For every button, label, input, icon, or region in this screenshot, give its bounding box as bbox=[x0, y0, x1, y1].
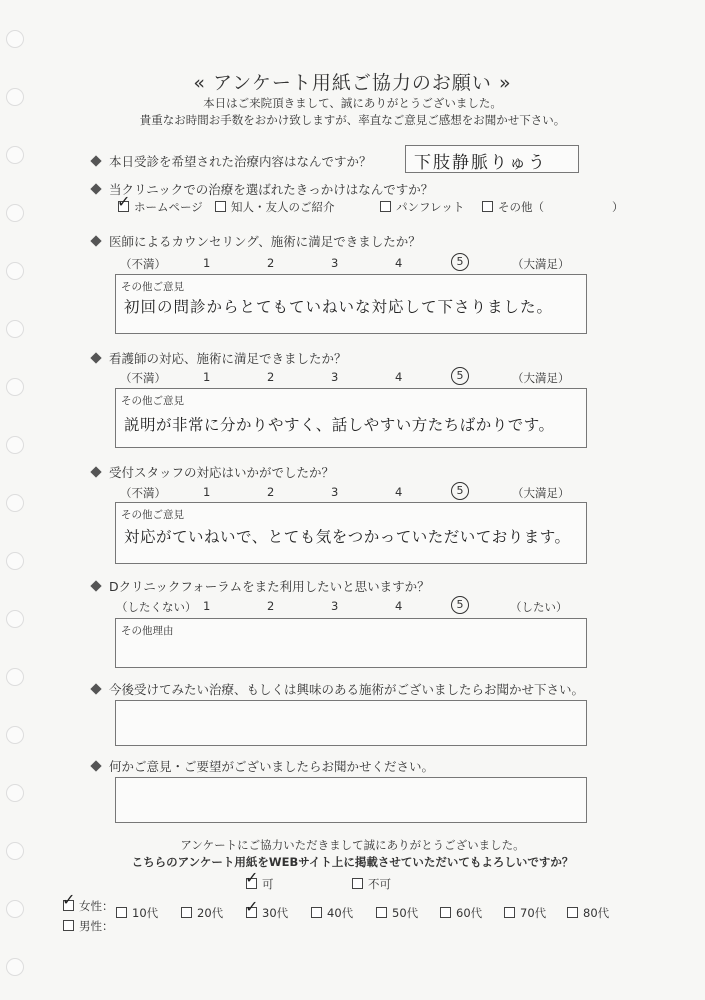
q4-scale-5-selected[interactable]: 5 bbox=[451, 367, 469, 385]
q5-scale-low: （不満） bbox=[120, 486, 166, 500]
q4-scale-low: （不満） bbox=[120, 371, 166, 385]
footer-thanks: アンケートにご協力いただきまして誠にありがとうございました。 bbox=[180, 838, 525, 852]
q8-answer-box[interactable] bbox=[115, 777, 587, 823]
age-80s-option[interactable]: 80代 bbox=[567, 905, 609, 921]
diamond-bullet-icon bbox=[90, 580, 101, 591]
checkmark-icon: ✓ bbox=[62, 890, 76, 909]
diamond-bullet-icon bbox=[90, 683, 101, 694]
gender-male-option[interactable]: 男性： bbox=[63, 918, 114, 934]
q5-scale-high: （大満足） bbox=[512, 486, 570, 500]
checkmark-icon: ✓ bbox=[245, 868, 259, 887]
question-6: Dクリニックフォーラムをまた利用したいと思いますか？ bbox=[92, 577, 430, 595]
q4-scale-4[interactable]: 4 bbox=[395, 370, 403, 384]
checkbox[interactable] bbox=[181, 907, 192, 918]
q4-scale-high: （大満足） bbox=[512, 371, 570, 385]
diamond-bullet-icon bbox=[90, 352, 101, 363]
checkmark-icon: ✓ bbox=[117, 192, 131, 211]
q6-scale-4[interactable]: 4 bbox=[395, 599, 403, 613]
age-60s-option[interactable]: 60代 bbox=[440, 905, 482, 921]
q3-scale-3[interactable]: 3 bbox=[331, 256, 339, 270]
q3-comment-label: その他ご意見 bbox=[121, 281, 184, 293]
age-10s-option[interactable]: 10代 bbox=[116, 905, 158, 921]
checkbox[interactable] bbox=[311, 907, 322, 918]
checkbox[interactable] bbox=[567, 907, 578, 918]
form-title: « アンケート用紙ご協力のお願い » bbox=[193, 72, 512, 94]
checkmark-icon: ✓ bbox=[245, 897, 259, 916]
q6-scale-high: （したい） bbox=[510, 600, 568, 614]
q3-scale-high: （大満足） bbox=[512, 257, 570, 271]
diamond-bullet-icon bbox=[90, 760, 101, 771]
q6-comment-label: その他理由 bbox=[121, 625, 174, 637]
q2-other-close-paren: ） bbox=[612, 200, 624, 214]
q4-scale-1[interactable]: 1 bbox=[203, 370, 211, 384]
diamond-bullet-icon bbox=[90, 183, 101, 194]
question-3: 医師によるカウンセリング、施術に満足できましたか？ bbox=[92, 232, 421, 250]
age-70s-option[interactable]: 70代 bbox=[504, 905, 546, 921]
intro-line-1: 本日はご来院頂きまして、誠にありがとうございました。 bbox=[203, 96, 502, 110]
q1-answer: 下肢静脈りゅう bbox=[414, 153, 547, 173]
q5-comment-label: その他ご意見 bbox=[121, 509, 184, 521]
q3-scale-low: （不満） bbox=[120, 257, 166, 271]
q6-scale-2[interactable]: 2 bbox=[267, 599, 275, 613]
question-2: 当クリニックでの治療を選ばれたきっかけはなんですか？ bbox=[92, 180, 433, 198]
question-7: 今後受けてみたい治療、もしくは興味のある施術がございましたらお聞かせ下さい。 bbox=[92, 680, 584, 698]
checkbox[interactable] bbox=[380, 201, 391, 212]
checkbox[interactable] bbox=[63, 920, 74, 931]
q3-scale-4[interactable]: 4 bbox=[395, 256, 403, 270]
q6-scale-1[interactable]: 1 bbox=[203, 599, 211, 613]
checkbox[interactable] bbox=[504, 907, 515, 918]
publish-no-option[interactable]: 不可 bbox=[352, 876, 391, 892]
intro-line-2: 貴重なお時間お手数をおかけ致しますが、率直なご意見ご感想をお聞かせ下さい。 bbox=[139, 113, 566, 127]
age-30s-option[interactable]: 30代 bbox=[246, 905, 288, 921]
q3-scale-5-selected[interactable]: 5 bbox=[451, 253, 469, 271]
question-1: 本日受診を希望された治療内容はなんですか？ bbox=[92, 152, 372, 170]
q1-answer-box[interactable] bbox=[405, 145, 579, 173]
q4-comment-text: 説明が非常に分かりやすく、話しやすい方たちばかりです。 bbox=[124, 416, 555, 434]
checkbox[interactable] bbox=[482, 201, 493, 212]
q2-option-pamphlet[interactable]: パンフレット bbox=[380, 199, 464, 215]
q3-comment-box[interactable] bbox=[115, 274, 587, 334]
checkbox[interactable] bbox=[116, 907, 127, 918]
age-50s-option[interactable]: 50代 bbox=[376, 905, 418, 921]
q5-comment-box[interactable] bbox=[115, 502, 587, 564]
q5-scale-2[interactable]: 2 bbox=[267, 485, 275, 499]
q6-scale-low: （したくない） bbox=[116, 600, 197, 614]
gender-female-option[interactable]: 女性： bbox=[63, 898, 114, 914]
q3-scale-1[interactable]: 1 bbox=[203, 256, 211, 270]
age-40s-option[interactable]: 40代 bbox=[311, 905, 353, 921]
q6-comment-box[interactable] bbox=[115, 618, 587, 668]
checkbox[interactable] bbox=[215, 201, 226, 212]
q2-option-referral[interactable]: 知人・友人のご紹介 bbox=[215, 199, 335, 215]
q4-comment-label: その他ご意見 bbox=[121, 395, 184, 407]
q2-option-other[interactable]: その他（ bbox=[482, 199, 544, 215]
age-20s-option[interactable]: 20代 bbox=[181, 905, 223, 921]
q2-option-homepage[interactable]: ホームページ bbox=[118, 199, 203, 215]
q5-scale-1[interactable]: 1 bbox=[203, 485, 211, 499]
diamond-bullet-icon bbox=[90, 155, 101, 166]
q4-comment-box[interactable] bbox=[115, 388, 587, 448]
question-5: 受付スタッフの対応はいかがでしたか？ bbox=[92, 463, 334, 481]
q4-scale-3[interactable]: 3 bbox=[331, 370, 339, 384]
checkbox[interactable] bbox=[352, 878, 363, 889]
diamond-bullet-icon bbox=[90, 235, 101, 246]
q5-scale-4[interactable]: 4 bbox=[395, 485, 403, 499]
q5-scale-3[interactable]: 3 bbox=[331, 485, 339, 499]
q5-comment-text: 対応がていねいで、とても気をつかっていただいております。 bbox=[124, 528, 571, 546]
q6-scale-3[interactable]: 3 bbox=[331, 599, 339, 613]
footer-question: こちらのアンケート用紙をWEBサイト上に掲載させていただいてもよろしいですか？ bbox=[131, 855, 574, 869]
q5-scale-5-selected[interactable]: 5 bbox=[451, 482, 469, 500]
q6-scale-5-selected[interactable]: 5 bbox=[451, 596, 469, 614]
q4-scale-2[interactable]: 2 bbox=[267, 370, 275, 384]
diamond-bullet-icon bbox=[90, 466, 101, 477]
q3-comment-text: 初回の問診からとてもていねいな対応して下さりました。 bbox=[124, 298, 554, 316]
publish-yes-option[interactable]: 可 bbox=[246, 876, 274, 892]
q7-answer-box[interactable] bbox=[115, 700, 587, 746]
checkbox[interactable] bbox=[376, 907, 387, 918]
checkbox[interactable] bbox=[440, 907, 451, 918]
q3-scale-2[interactable]: 2 bbox=[267, 256, 275, 270]
question-8: 何かご意見・ご要望がございましたらお聞かせください。 bbox=[92, 757, 434, 775]
question-4: 看護師の対応、施術に満足できましたか？ bbox=[92, 349, 347, 367]
